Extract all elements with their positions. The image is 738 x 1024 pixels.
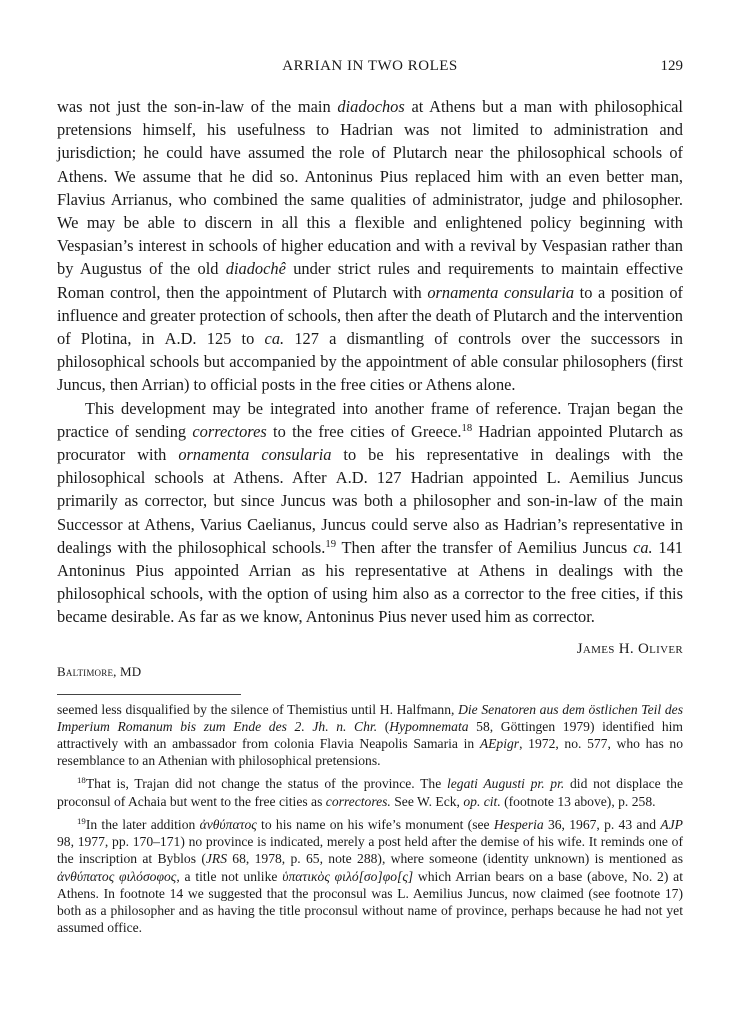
footnote-continuation [57, 701, 683, 770]
text-run: under strict rules and requirements to maintain effective Roman control, then the appointment of Plutarch with [57, 259, 683, 302]
paragraph [57, 397, 683, 629]
italic-term: ornamenta consularia [427, 282, 575, 302]
era-abbreviation: A.D. [164, 329, 197, 349]
footnote-number: 19 [77, 816, 86, 827]
greek-term: ὑπατικὸς φιλό[σο]φο[ς] [282, 868, 414, 884]
italic-term: Hesperia [493, 816, 544, 832]
italic-term: diadochos [337, 97, 405, 116]
italic-term: legati Augusti pr. pr. [446, 776, 565, 792]
italic-term: JRS [205, 851, 227, 867]
text-run: 58, Göttingen 1979) identified him attractively with an ambassador from colonia Flavia Neapolis Samaria in [57, 718, 683, 752]
author-location: Baltimore, MD [57, 663, 142, 679]
text-run: to be his representative in dealings with the philosophical schools at Athens. After [57, 445, 683, 488]
italic-term: Die Senatoren aus dem östlichen Teil des Imperium Romanum bis zum Ende des 2. Jh. n. Chr. [57, 701, 683, 734]
footnote-divider [57, 694, 241, 695]
text-run: 141 Antoninus Pius appointed Arrian as his representative at Athens in dealings with the philosophical schools, with the option of using him also as a corrector to the free cities, if this became desirable. As far as we know, Antoninus Pius never used him as corrector. [57, 537, 683, 627]
author-name: James H. Oliver [576, 640, 683, 657]
italic-term: ca. [264, 329, 285, 349]
italic-term: diadochê [225, 259, 286, 279]
italic-term: correctores. [325, 793, 391, 809]
italic-term: ornamenta consularia [178, 445, 332, 465]
text-run: 127 a dismantling of controls over the successors in philosophical schools but accompanied by the appointment of able consular philosophers (first Juncus, then Arrian) to official posts in the free cities or Athens alone. [57, 329, 683, 395]
footnote-18 [57, 775, 683, 809]
text-run: ( [377, 718, 390, 734]
text-run: to his name on his wife’s monument (see [256, 816, 494, 832]
text-run: In the later addition [85, 816, 200, 832]
text-run: 36, 1967, p. 43 and [543, 816, 661, 832]
text-run: Hadrian appointed Plutarch as procurator with [57, 421, 684, 465]
text-run: See W. Eck, [390, 793, 464, 809]
text-run: , a title not unlike [176, 868, 283, 884]
text-run: did not displace the proconsul of Achaia but went to the free cities as [57, 776, 683, 809]
footnote-ref: 19 [325, 539, 337, 550]
paragraph [57, 95, 683, 397]
footnote-number: 18 [77, 775, 86, 786]
text-run: seemed less disqualified by the silence of Themistius until H. Halfmann, [57, 701, 459, 717]
text-run: This development may be integrated into another frame of reference. Trajan began the practice of sending [57, 398, 683, 441]
text-run: to the free cities of Greece. [266, 421, 462, 441]
italic-term: correctores [192, 421, 267, 441]
text-run: was not just the son-in-law of the main [57, 97, 338, 116]
greek-term: ἀνθύπατος φιλόσοφος [57, 868, 177, 884]
greek-term: ἀνθύπατος [199, 816, 257, 832]
text-run: That is, Trajan did not change the status of the province. The [85, 776, 447, 792]
text-run: at Athens but a man with philosophical pretensions himself, his usefulness to Hadrian was not limited to administration and jurisdiction; he could have assumed the role of Plutarch near the philosophical schools of Athens. We assume that he did so. Antoninus Pius replaced him with an even better man, Flavius Arrianus, who combined the same qualities of administrator, judge and philosopher. We may be able to discern in all this a flexible and enlightened policy beginning with Vespasian’s interest in schools of higher education and with a revival by Vespasian rather than by Augustus of the old [57, 97, 683, 279]
text-run: 127 Hadrian appointed L. Aemilius Juncus primarily as corrector, but since Juncus was both a philosopher and son-in-law of the main Successor at Athens, Varius Caelianus, Juncus could serve also as Hadrian’s representative in dealings with the philosophical schools. [57, 468, 683, 557]
text-run: , 1972, no. 577, who has no resemblance to an Athenian with philosophical pretensions. [57, 736, 683, 769]
running-title: ARRIAN IN TWO ROLES [282, 58, 458, 74]
body-text [57, 95, 683, 629]
italic-term: AJP [660, 816, 683, 832]
text-run: which Arrian bears on a base (above, No. 2) at Athens. In footnote 14 we suggested that the proconsul was L. Aemilius Juncus, now claimed (see footnote 17) both as a philosopher and as having the title proconsul without name of province, perhaps because he had not yet assumed office. [57, 868, 683, 936]
italic-term: AEpigr [479, 736, 520, 752]
running-header [57, 58, 683, 82]
italic-term: ca. [633, 537, 653, 557]
page-number: 129 [660, 58, 683, 74]
footnotes [57, 701, 683, 937]
era-abbreviation: A.D. [335, 468, 368, 488]
italic-term: Hypomnemata [389, 718, 469, 734]
text-run: 125 to [196, 329, 265, 349]
text-run: 98, 1977, pp. 170–171) no province is indicated, merely a post held after the demise of his wife. It reminds one of the inscription at Byblos ( [57, 834, 683, 867]
text-run: to a position of influence and greater protection of schools, then after the death of Plutarch and the intervention of Plotina, in [57, 282, 684, 349]
italic-term: op. cit. [463, 793, 501, 809]
footnote-19 [57, 816, 683, 936]
footnote-ref: 18 [461, 422, 473, 434]
text-run: Then after the transfer of Aemilius Juncus [336, 537, 634, 557]
page [57, 58, 683, 942]
text-run: (footnote 13 above), p. 258. [500, 793, 656, 809]
text-run: 68, 1978, p. 65, note 288), where someone (identity unknown) is mentioned as [227, 851, 683, 867]
